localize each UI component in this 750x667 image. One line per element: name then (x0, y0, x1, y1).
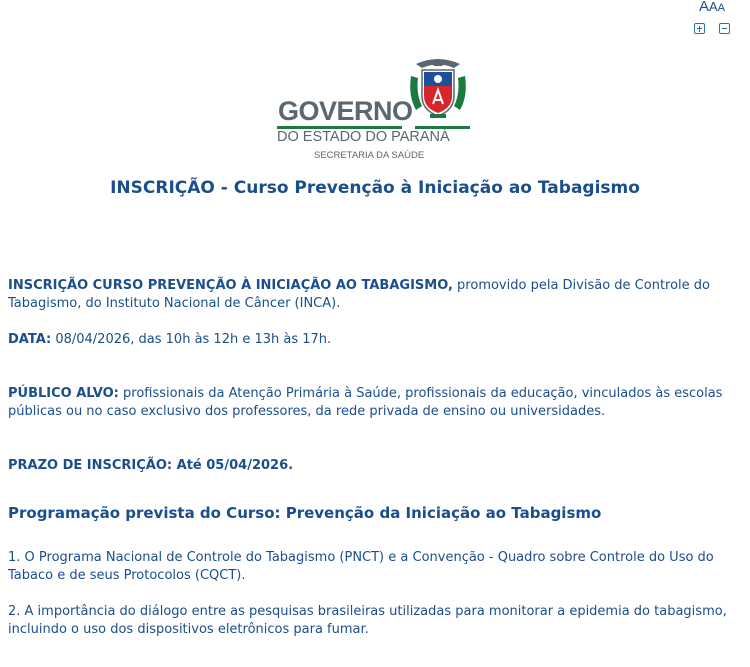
program-item-1: 1. O Programa Nacional de Controle do Tabagismo (PNCT) e a Convenção - Quadro sobre Controle do Uso do Tabaco e de seus Protocolos (CQCT). (8, 550, 714, 583)
font-letter-small: A (717, 2, 726, 14)
audience-text: profissionais da Atenção Primária à Saúde, profissionais da educação, vinculados às escolas públicas ou no caso exclusivo dos professores, da rede privada de ensino ou universidades. (8, 386, 723, 419)
audience-label: PÚBLICO ALVO: (8, 386, 119, 401)
government-logo (275, 56, 475, 166)
program-title: Programação prevista do Curso: Prevenção da Iniciação ao Tabagismo (8, 504, 602, 522)
deadline-paragraph (8, 457, 743, 475)
increase-font-button[interactable] (694, 23, 705, 34)
plus-icon-vertical (699, 26, 701, 32)
minus-icon (722, 28, 727, 30)
font-size-letters (692, 0, 732, 14)
date-label: DATA: (8, 332, 52, 347)
deadline-text: PRAZO DE INSCRIÇÃO: Até 05/04/2026. (8, 458, 294, 473)
program-item-2: 2. A importância do diálogo entre as pesquisas brasileiras utilizadas para monitorar a epidemia do tabagismo, incluindo o uso dos dispositivos eletrônicos para fumar. (8, 604, 727, 637)
logo-title: GOVERNO (278, 96, 413, 126)
coat-of-arms-icon (408, 56, 468, 120)
logo-subtitle: DO ESTADO DO PARANÁ (277, 129, 450, 145)
audience-paragraph (8, 385, 743, 421)
intro-paragraph (8, 277, 743, 313)
font-letter-medium: A (709, 0, 718, 14)
font-size-controls (692, 0, 732, 34)
page-title: INSCRIÇÃO - Curso Prevenção à Iniciação ao Tabagismo (110, 178, 640, 198)
logo-secretariat: SECRETARIA DA SAÚDE (314, 150, 425, 161)
intro-text: promovido pela Divisão de Controle do Tabagismo, do Instituto Nacional de Câncer (INCA). (8, 278, 711, 311)
date-paragraph (8, 331, 743, 349)
main-content (8, 277, 743, 657)
font-letter-large: A (698, 0, 709, 15)
decrease-font-button[interactable] (719, 23, 730, 34)
date-text: 08/04/2026, das 10h às 12h e 13h às 17h. (51, 332, 332, 347)
intro-bold: INSCRIÇÃO CURSO PREVENÇÃO À INICIAÇÃO AO TABAGISMO, (8, 278, 453, 293)
